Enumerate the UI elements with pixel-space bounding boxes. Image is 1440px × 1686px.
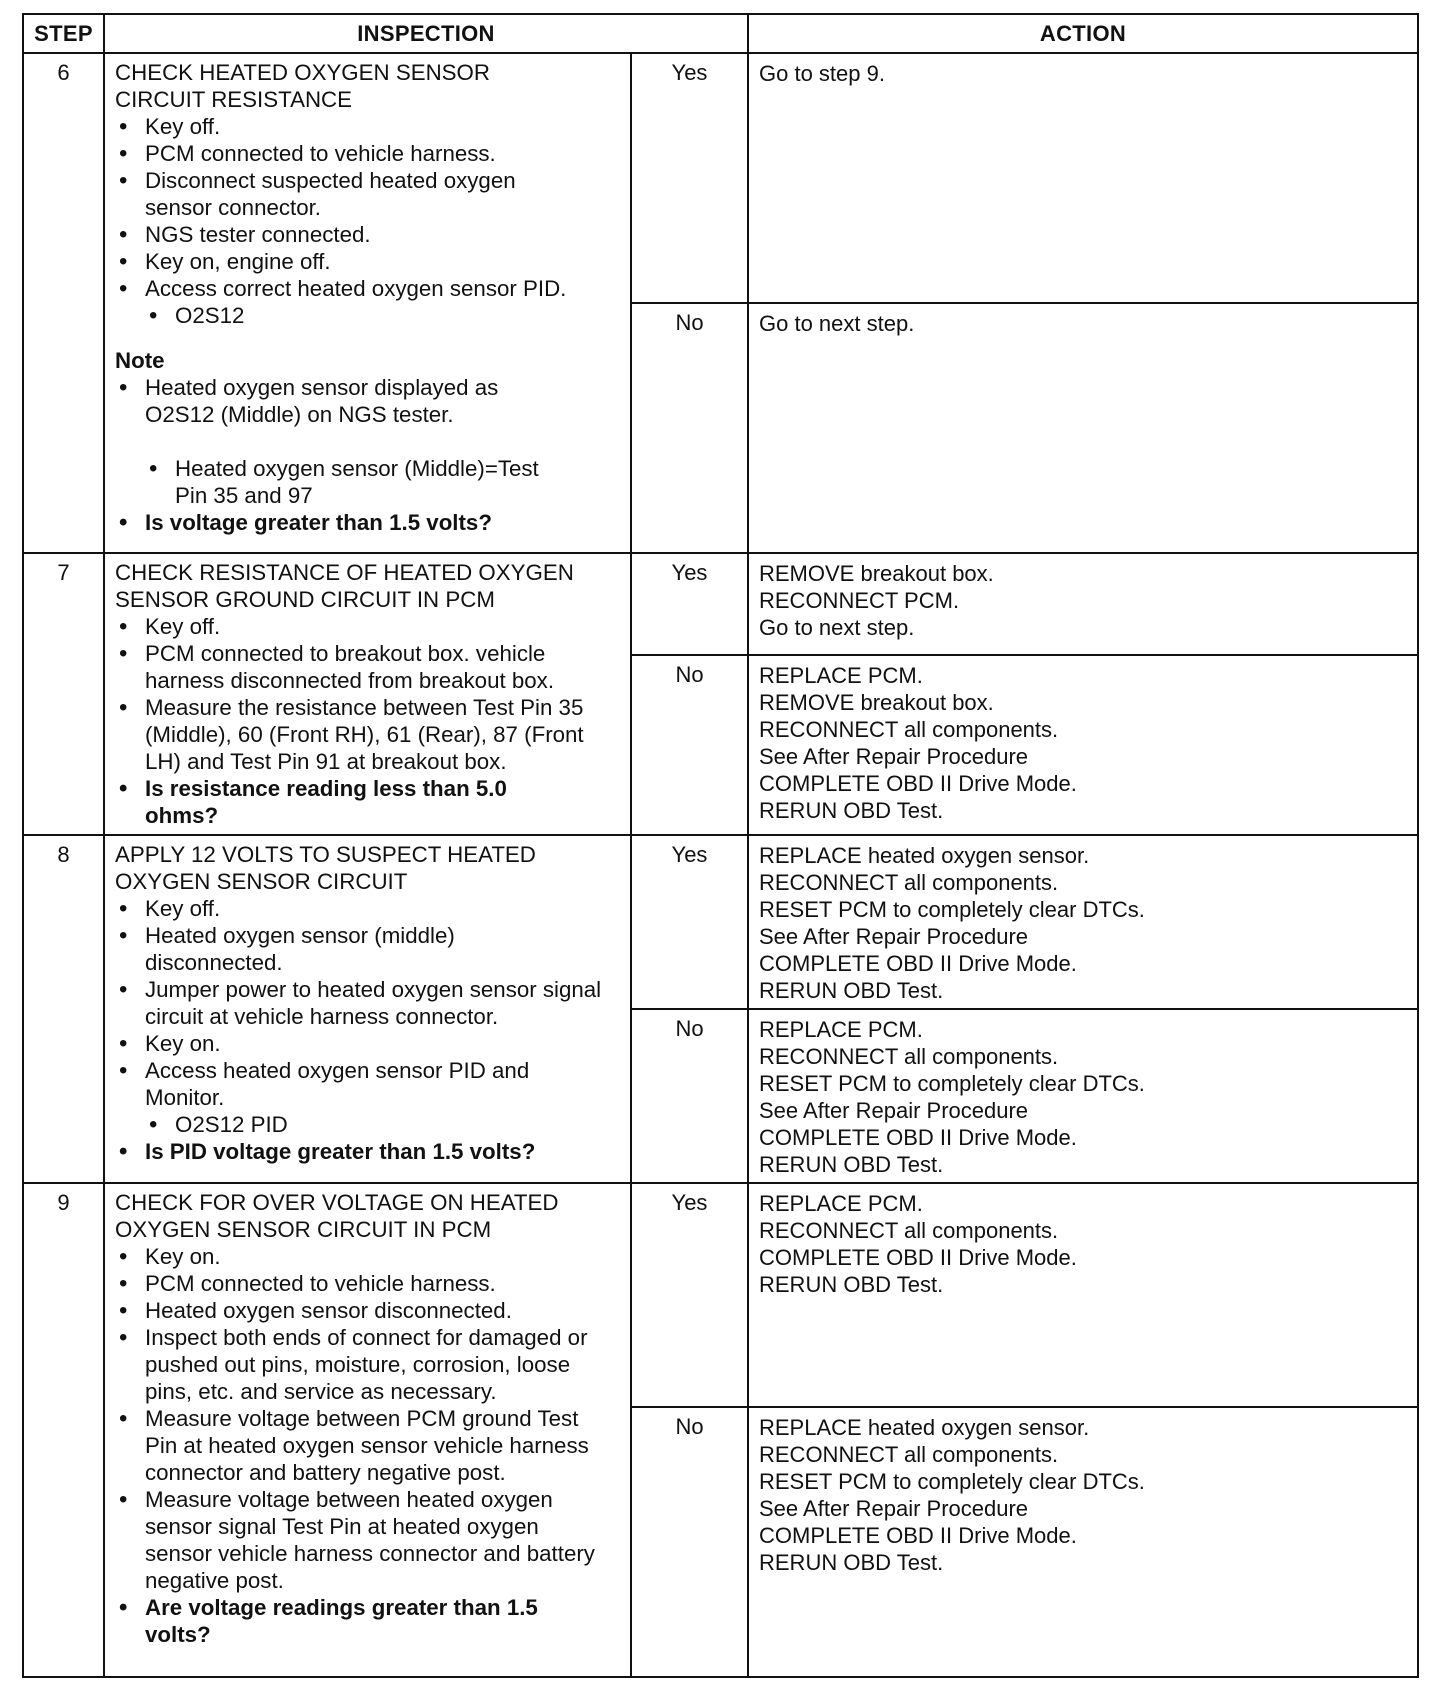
diagnostic-procedure-sheet: [22, 13, 1417, 1678]
step-number: 7: [23, 553, 104, 835]
action-line: COMPLETE OBD II Drive Mode.: [759, 1125, 1077, 1150]
action-line: COMPLETE OBD II Drive Mode.: [759, 1245, 1077, 1270]
action-line: REPLACE heated oxygen sensor.: [759, 843, 1090, 868]
action-line: REPLACE PCM.: [759, 1191, 923, 1216]
bullet-item: • Key off.: [115, 895, 624, 922]
step-number: 9: [23, 1183, 104, 1677]
yes-label: Yes: [631, 1183, 748, 1407]
inspection-bullet-list: [115, 613, 624, 829]
action-line: Go to next step.: [759, 311, 915, 336]
inspection-question: • Are voltage readings greater than 1.5 volts?: [115, 1594, 575, 1648]
action-line: RECONNECT PCM.: [759, 588, 960, 613]
bullet-item: • PCM connected to vehicle harness.: [115, 140, 624, 167]
action-line: RESET PCM to completely clear DTCs.: [759, 1071, 1145, 1096]
yes-action: [748, 53, 1418, 303]
sub-bullet-list: [145, 302, 624, 329]
action-line: REPLACE PCM.: [759, 1017, 923, 1042]
inspection-bullet-list: [115, 1243, 624, 1648]
inspection-question: • Is voltage greater than 1.5 volts?: [115, 509, 624, 536]
action-line: RESET PCM to completely clear DTCs.: [759, 897, 1145, 922]
action-line: RECONNECT all components.: [759, 1218, 1059, 1243]
bullet-item: • Key off.: [115, 613, 624, 640]
yes-label: Yes: [631, 553, 748, 655]
no-label: No: [631, 655, 748, 835]
bullet-item: • Measure voltage between heated oxygen sensor signal Test Pin at heated oxygen sensor vehicle harness connector and battery negative post.: [115, 1486, 605, 1594]
step-number: 6: [23, 53, 104, 553]
bullet-item: • Key off.: [115, 113, 624, 140]
action-line: COMPLETE OBD II Drive Mode.: [759, 951, 1077, 976]
no-action: [748, 1407, 1418, 1677]
sub-bullet-item: • O2S12 PID: [145, 1111, 624, 1138]
inspection-question: • Is resistance reading less than 5.0 ohms?: [115, 775, 565, 829]
action-column-header: ACTION: [748, 14, 1418, 53]
action-line: RERUN OBD Test.: [759, 1550, 944, 1575]
step-8-yes-row: [23, 835, 1418, 1009]
note-label: Note: [115, 348, 165, 373]
bullet-item: • Heated oxygen sensor disconnected.: [115, 1297, 624, 1324]
bullet-item: • PCM connected to vehicle harness.: [115, 1270, 624, 1297]
inspection-bullet-list: [115, 895, 624, 1111]
note-bullet-item: • Heated oxygen sensor displayed as O2S12 (Middle) on NGS tester.: [115, 374, 525, 428]
action-line: Go to next step.: [759, 615, 915, 640]
no-label: No: [631, 1407, 748, 1677]
action-line: See After Repair Procedure: [759, 1496, 1029, 1521]
step-number: 8: [23, 835, 104, 1183]
action-line: COMPLETE OBD II Drive Mode.: [759, 771, 1077, 796]
action-line: See After Repair Procedure: [759, 924, 1029, 949]
action-line: REPLACE heated oxygen sensor.: [759, 1415, 1090, 1440]
step-7-yes-row: [23, 553, 1418, 655]
action-line: RESET PCM to completely clear DTCs.: [759, 1469, 1145, 1494]
no-action: [748, 303, 1418, 553]
no-label: No: [631, 1009, 748, 1183]
action-line: RERUN OBD Test.: [759, 798, 944, 823]
bullet-item: • Key on.: [115, 1030, 624, 1057]
bullet-item: • PCM connected to breakout box. vehicle harness disconnected from breakout box.: [115, 640, 624, 694]
action-line: RERUN OBD Test.: [759, 978, 944, 1003]
inspection-title: APPLY 12 VOLTS TO SUSPECT HEATED OXYGEN SENSOR CIRCUIT: [115, 842, 536, 894]
no-action: [748, 655, 1418, 835]
action-line: See After Repair Procedure: [759, 744, 1029, 769]
action-line: Go to step 9.: [759, 61, 885, 86]
step-9-yes-row: [23, 1183, 1418, 1407]
action-line: REMOVE breakout box.: [759, 561, 994, 586]
bullet-item: • Key on, engine off.: [115, 248, 624, 275]
bullet-item: • Measure voltage between PCM ground Test Pin at heated oxygen sensor vehicle harness connector and battery negative post.: [115, 1405, 595, 1486]
step-8-inspection: [104, 835, 631, 1183]
yes-label: Yes: [631, 835, 748, 1009]
action-line: REMOVE breakout box.: [759, 690, 994, 715]
inspection-column-header: INSPECTION: [104, 14, 748, 53]
step-column-header: STEP: [23, 14, 104, 53]
no-action: [748, 1009, 1418, 1183]
bullet-item: • Access correct heated oxygen sensor PID.: [115, 275, 624, 302]
note-sub-bullet-item: • Heated oxygen sensor (Middle)=Test Pin 35 and 97: [145, 455, 555, 509]
action-line: REPLACE PCM.: [759, 663, 923, 688]
yes-action: [748, 1183, 1418, 1407]
step-9-inspection: [104, 1183, 631, 1677]
question-list: [115, 509, 624, 536]
bullet-item: • Access heated oxygen sensor PID and Monitor.: [115, 1057, 585, 1111]
note-bullet-list: [115, 374, 624, 428]
step-7-inspection: [104, 553, 631, 835]
bullet-item: • NGS tester connected.: [115, 221, 624, 248]
bullet-item: • Jumper power to heated oxygen sensor signal circuit at vehicle harness connector.: [115, 976, 624, 1030]
bullet-item: • Heated oxygen sensor (middle) disconnected.: [115, 922, 505, 976]
inspection-title: CHECK HEATED OXYGEN SENSOR CIRCUIT RESISTANCE: [115, 60, 490, 112]
action-line: RECONNECT all components.: [759, 1442, 1059, 1467]
inspection-title: CHECK FOR OVER VOLTAGE ON HEATED OXYGEN SENSOR CIRCUIT IN PCM: [115, 1190, 559, 1242]
bullet-item: • Key on.: [115, 1243, 624, 1270]
bullet-item: • Measure the resistance between Test Pin 35 (Middle), 60 (Front RH), 61 (Rear), 87 (Front LH) and Test Pin 91 at breakout box.: [115, 694, 624, 775]
sub-bullet-item: • O2S12: [145, 302, 624, 329]
action-line: COMPLETE OBD II Drive Mode.: [759, 1523, 1077, 1548]
yes-action: [748, 835, 1418, 1009]
bullet-item: • Disconnect suspected heated oxygen sensor connector.: [115, 167, 545, 221]
action-line: RECONNECT all components.: [759, 870, 1059, 895]
action-line: RECONNECT all components.: [759, 717, 1059, 742]
bullet-item: • Inspect both ends of connect for damaged or pushed out pins, moisture, corrosion, loose pins, etc. and service as necessary.: [115, 1324, 615, 1405]
procedure-table: [22, 13, 1419, 1678]
sub-bullet-list: [145, 1111, 624, 1138]
note-sub-bullet-list: [145, 455, 624, 509]
yes-label: Yes: [631, 53, 748, 303]
action-line: RERUN OBD Test.: [759, 1152, 944, 1177]
inspection-bullet-list: [115, 113, 624, 302]
action-line: RERUN OBD Test.: [759, 1272, 944, 1297]
action-line: RECONNECT all components.: [759, 1044, 1059, 1069]
action-line: See After Repair Procedure: [759, 1098, 1029, 1123]
yes-action: [748, 553, 1418, 655]
step-6-inspection: [104, 53, 631, 553]
inspection-question: • Is PID voltage greater than 1.5 volts?: [115, 1138, 624, 1165]
question-list: [115, 1138, 624, 1165]
no-label: No: [631, 303, 748, 553]
step-6-yes-row: [23, 53, 1418, 303]
header-row: [23, 14, 1418, 53]
inspection-title: CHECK RESISTANCE OF HEATED OXYGEN SENSOR GROUND CIRCUIT IN PCM: [115, 560, 574, 612]
